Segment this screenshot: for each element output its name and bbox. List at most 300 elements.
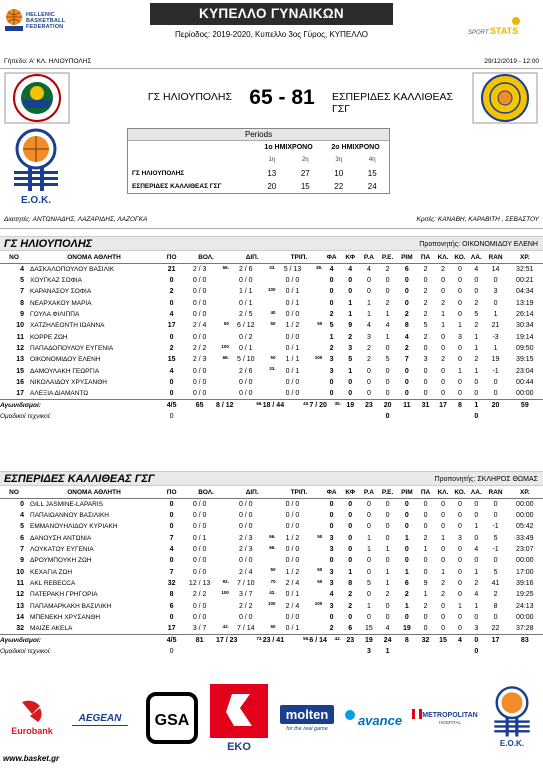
fg3-pct: 50 — [317, 567, 323, 573]
total-ft: 17 / 23 — [216, 634, 229, 646]
rebounds: 0 — [404, 512, 409, 520]
empty-cell — [434, 411, 452, 422]
free-throws: 0 / 0 — [192, 512, 207, 520]
two-pointers: 2 / 2 — [238, 602, 253, 610]
three-pointers: 0 / 0 — [285, 523, 300, 531]
sponsors-strip — [0, 683, 543, 753]
column-header: ΧΡ. — [507, 487, 543, 499]
free-throws: 2 / 3 — [192, 356, 207, 364]
fg2-pct — [263, 331, 276, 342]
column-header: ΚΦ — [341, 487, 360, 499]
assists: 2 — [423, 266, 428, 273]
player-name: ΑΛΕΞΙΑ ΔΙΑΜΑΝΤΩ — [30, 389, 89, 397]
player-number: 6 — [20, 534, 25, 542]
fouls-committed: 0 — [329, 378, 334, 386]
player-name: ΝΙΚΟΛΑΙΔΟΥ ΧΡΥΣΑΝΘΗ — [30, 378, 107, 386]
points: 17 — [167, 322, 176, 330]
table-row — [0, 510, 543, 521]
points: 32 — [167, 579, 176, 587]
fg2-pct — [263, 510, 276, 521]
fed-text-1: HELLENIC — [26, 12, 56, 18]
steals: 1 — [441, 322, 445, 330]
player-number: 32 — [16, 624, 25, 632]
quarter-score: 27 — [300, 169, 310, 178]
team-fouls: 4/5 — [160, 399, 183, 411]
blocks: 0 — [458, 378, 462, 386]
fg2-pct: 100 — [268, 601, 276, 607]
total-ko: 1 — [468, 399, 484, 411]
fouls-committed: 3 — [329, 356, 334, 364]
free-throws: 0 / 0 — [192, 333, 207, 341]
rebounds: 0 — [404, 546, 409, 554]
player-number: 14 — [16, 613, 25, 621]
points: 0 — [169, 378, 174, 386]
off-rebounds: 0 — [385, 367, 390, 375]
empty-cell — [341, 411, 360, 422]
team-technicals-row — [0, 411, 543, 422]
three-pointers: 0 / 0 — [285, 311, 300, 319]
three-pointers: 0 / 0 — [285, 501, 300, 508]
sponsor-eurobank — [2, 683, 62, 753]
fouls-committed: 0 — [329, 512, 334, 520]
empty-cell — [341, 646, 360, 657]
three-pointers: 0 / 0 — [285, 546, 300, 554]
team-off-rebounds: 0 — [385, 413, 390, 421]
assists: 0 — [423, 378, 428, 386]
total-fg3p: 35. — [322, 399, 341, 411]
gsa-text: GSA — [154, 712, 190, 729]
fouls-committed: 0 — [329, 523, 334, 531]
two-pointers: 2 / 3 — [238, 534, 253, 542]
ranking: -1 — [492, 523, 499, 531]
away-team-name-line1: ΕΣΠΕΡΙΔΕΣ ΚΑΛΛΙΘΕΑΣ — [332, 91, 454, 103]
total-rim: 32 — [417, 634, 435, 646]
ranking: 1 — [493, 311, 498, 319]
team-turnovers: 0 — [474, 413, 479, 421]
player-name: ΝΕΑΡΧΑΚΟΥ ΜΑΡΙΑ — [30, 299, 92, 307]
assists: 0 — [423, 501, 428, 508]
off-rebounds: 4 — [385, 624, 390, 632]
quarter-label: 2η — [301, 157, 309, 163]
table-row — [0, 343, 543, 354]
fouls-committed: 0 — [329, 277, 334, 285]
fouls-drawn: 1 — [348, 568, 353, 576]
three-pointers: 0 / 1 — [285, 367, 300, 375]
player-number: 13 — [16, 356, 25, 364]
player-name: ΠΑΠΑΙΩΑΝΝΟΥ ΒΑΣΙΛΙΚΗ — [30, 512, 110, 520]
ft-pct — [216, 331, 229, 342]
ft-pct: 42. — [222, 623, 229, 629]
hbf-logo — [4, 4, 64, 50]
ft-pct — [216, 544, 229, 555]
free-throws: 0 / 0 — [192, 501, 207, 508]
team-technical-fouls: 0 — [169, 648, 174, 656]
off-rebounds: 2 — [385, 591, 390, 599]
off-rebounds: 0 — [385, 523, 390, 531]
def-rebounds: 0 — [366, 591, 371, 599]
player-number: 7 — [20, 546, 25, 554]
sponsor-eko — [208, 683, 270, 753]
off-rebounds: 0 — [385, 389, 390, 397]
total-fg3p: 42. — [322, 634, 341, 646]
off-rebounds: 2 — [385, 299, 390, 307]
fouls-committed: 0 — [329, 389, 334, 397]
three-pointers: 0 / 1 — [285, 344, 300, 352]
turnovers: 4 — [474, 546, 479, 554]
fg3-pct — [309, 521, 322, 532]
rebounds: 1 — [404, 602, 409, 610]
empty-cell — [484, 411, 506, 422]
rebounds: 0 — [404, 277, 409, 285]
column-header: ΟΝΟΜΑ ΑΘΛΗΤΗ — [28, 487, 160, 499]
minutes: 05:42 — [516, 523, 534, 531]
empty-cell — [397, 411, 417, 422]
def-rebounds: 0 — [366, 501, 371, 508]
free-throws: 0 / 0 — [192, 299, 207, 307]
ft-pct: 66. — [222, 355, 229, 361]
empty-cell — [276, 646, 310, 657]
table-row — [0, 320, 543, 331]
free-throws: 0 / 0 — [192, 557, 207, 565]
table-row — [0, 264, 543, 276]
total-la: 17 — [484, 634, 506, 646]
player-number: 4 — [20, 512, 25, 520]
points: 0 — [169, 557, 174, 565]
three-pointers: 0 / 0 — [285, 557, 300, 565]
player-number: 7 — [20, 288, 25, 296]
periods-row-away — [128, 180, 389, 193]
minutes: 00:00 — [516, 501, 534, 508]
rebounds: 1 — [404, 534, 409, 542]
minutes: 19:14 — [516, 333, 534, 341]
player-name: AKL REBECCA — [30, 579, 76, 587]
fg3-pct — [309, 623, 322, 635]
column-header: Ρ.Ε. — [378, 252, 397, 264]
fg2-pct — [263, 275, 276, 286]
def-rebounds: 2 — [366, 356, 371, 364]
fouls-drawn: 8 — [348, 579, 353, 587]
fg3-pct — [309, 544, 322, 555]
empty-cell — [229, 646, 263, 657]
def-rebounds: 0 — [366, 389, 371, 397]
turnovers: 4 — [474, 591, 479, 599]
team-fouls: 4/5 — [160, 634, 183, 646]
fouls-drawn: 0 — [348, 277, 353, 285]
blocks: 0 — [458, 344, 462, 352]
fg3-pct — [309, 555, 322, 566]
rebounds: 0 — [404, 367, 409, 375]
two-pointers: 0 / 0 — [238, 501, 253, 508]
minutes: 23:07 — [516, 546, 534, 554]
sponsor-molten — [274, 683, 340, 753]
table-row — [0, 612, 543, 623]
turnovers: 2 — [474, 299, 479, 307]
player-name: MAIZE AKELA — [30, 624, 73, 632]
off-rebounds: 2 — [385, 266, 390, 273]
table-row — [0, 365, 543, 376]
minutes: 37:28 — [516, 624, 534, 632]
fouls-drawn: 3 — [348, 344, 353, 352]
three-pointers: 0 / 0 — [285, 389, 300, 397]
quarter-score: 22 — [334, 182, 344, 191]
column-header: RAN — [484, 487, 506, 499]
player-number: 11 — [16, 333, 25, 341]
sponsor-eok — [484, 683, 540, 753]
fg3-pct — [309, 589, 322, 600]
fouls-drawn: 1 — [348, 367, 353, 375]
column-header: ΧΡ. — [507, 252, 543, 264]
column-header: Ρ.Α — [360, 487, 379, 499]
ranking: 3 — [493, 288, 498, 296]
turnovers: 2 — [474, 579, 479, 587]
steals: 0 — [441, 523, 445, 531]
season-line: Περίοδος: 2019-2020, Κυπελλο 3ος Γύρος, ΚΥΠΕΛΛΟ — [175, 30, 368, 39]
fg3-pct — [309, 343, 322, 354]
rebounds: 0 — [404, 299, 409, 307]
team-def-rebounds: 3 — [366, 648, 371, 656]
fg3-pct: 50 — [317, 321, 323, 327]
def-rebounds: 0 — [366, 523, 371, 531]
eurobank-text: Eurobank — [11, 726, 53, 736]
off-rebounds: 0 — [385, 501, 390, 508]
player-name: ΔΑΣΚΑΛΟΠΟΥΛΟΥ ΒΑΣΙΛΙΚ — [30, 266, 115, 273]
three-pointers: 0 / 1 — [285, 624, 300, 632]
fg2-pct: 33. — [269, 265, 276, 270]
blocks: 0 — [458, 624, 462, 632]
totals-label: Αγωνιδισμοί: — [0, 634, 160, 646]
ranking: -1 — [492, 546, 499, 554]
coach-name: Προπονητής: ΟΙΚΟΝΟΜΙΔΟΥ ΕΛΕΝΗ — [419, 241, 538, 248]
steals: 1 — [441, 568, 445, 576]
minutes: 17:00 — [516, 568, 534, 576]
free-throws: 2 / 3 — [192, 266, 207, 273]
two-pointers: 3 / 7 — [238, 591, 253, 599]
blocks: 0 — [458, 546, 462, 554]
ft-pct — [216, 309, 229, 320]
fg3-pct — [309, 377, 322, 388]
table-row — [0, 298, 543, 309]
assists: 2 — [423, 333, 428, 341]
assists: 1 — [423, 546, 428, 554]
eok-text: Ε.Ο.Κ. — [20, 195, 52, 206]
fouls-drawn: 6 — [348, 624, 353, 632]
fg3-pct — [309, 309, 322, 320]
rebounds: 19 — [402, 624, 411, 632]
total-kl: 8 — [452, 399, 468, 411]
player-name: ΚΑΡΑΝΑΣΟΥ ΣΟΦΙΑ — [30, 288, 92, 296]
two-pointers: 0 / 1 — [238, 344, 253, 352]
fg2-pct: 50 — [270, 355, 276, 361]
blocks: 0 — [458, 512, 462, 520]
ranking: 21 — [491, 322, 500, 330]
home-team-logo — [4, 72, 70, 124]
column-header: ΠΟ — [160, 252, 183, 264]
player-name: ΟΙΚΟΝΟΜΙΔΟΥ ΕΛΕΝΗ — [30, 356, 101, 364]
ranking: 0 — [493, 389, 498, 397]
blocks: 3 — [458, 534, 462, 542]
assists: 1 — [423, 591, 428, 599]
minutes: 13:19 — [516, 299, 534, 307]
fg2-pct: 50 — [270, 623, 276, 629]
turnovers: 0 — [474, 378, 479, 386]
team-bar-away — [0, 471, 543, 486]
team-technicals-label: Ομαδικοί τεχνικοί: — [0, 648, 51, 656]
def-rebounds: 4 — [366, 266, 371, 273]
website-link[interactable]: www.basket.gr — [3, 754, 60, 763]
column-header: ΤΡΙΠ. — [276, 252, 323, 264]
two-pointers: 2 / 4 — [238, 568, 253, 576]
minutes: 09:50 — [516, 344, 534, 352]
ranking: 22 — [491, 624, 500, 632]
player-number: 5 — [20, 277, 25, 285]
fouls-committed: 3 — [329, 568, 334, 576]
team-bar-home — [0, 236, 543, 251]
free-throws: 2 / 4 — [192, 322, 207, 330]
three-pointers: 0 / 0 — [285, 333, 300, 341]
table-row — [0, 521, 543, 532]
empty-cell — [507, 646, 543, 657]
minutes: 30:34 — [516, 322, 534, 330]
column-header: ΡΙΜ — [397, 252, 417, 264]
molten-tagline: for the real game — [286, 725, 328, 732]
free-throws: 3 / 7 — [192, 624, 207, 632]
ranking: -3 — [492, 333, 499, 341]
table-row — [0, 600, 543, 611]
ranking: 1 — [493, 344, 498, 352]
rebounds: 0 — [404, 389, 409, 397]
quarter-label: 4η — [368, 157, 376, 163]
aegean-text: AEGEAN — [78, 713, 122, 724]
two-pointers: 0 / 0 — [238, 512, 253, 520]
total-ran: 83 — [507, 634, 543, 646]
fg3-pct — [309, 365, 322, 376]
column-header: ΠΟ — [160, 487, 183, 499]
off-rebounds: 4 — [385, 322, 390, 330]
def-rebounds: 1 — [366, 299, 371, 307]
free-throws: 0 / 0 — [192, 367, 207, 375]
player-name: ΠΑΠΑΔΟΠΟΥΛΟΥ ΕΥΓΕΝΙΑ — [30, 344, 114, 352]
blocks: 0 — [458, 591, 462, 599]
fg2-pct: 66. — [269, 544, 276, 550]
fouls-drawn: 0 — [348, 378, 353, 386]
off-rebounds: 0 — [385, 534, 390, 542]
two-pointers: 2 / 3 — [238, 546, 253, 554]
three-pointers: 2 / 4 — [285, 579, 300, 587]
turnovers: 0 — [474, 534, 479, 542]
def-rebounds: 1 — [366, 311, 371, 319]
column-header: ΛΑ. — [468, 487, 484, 499]
column-header: ΟΝΟΜΑ ΑΘΛΗΤΗ — [28, 252, 160, 264]
steals: 2 — [441, 579, 445, 587]
two-pointers: 0 / 2 — [238, 333, 253, 341]
free-throws: 0 / 0 — [192, 288, 207, 296]
player-name: ΚΟΡΡΕ ΖΩΗ — [30, 333, 68, 341]
column-header: Ρ.Ε. — [378, 487, 397, 499]
player-name: ΠΑΤΕΡΑΚΗ ΓΡΗΓΟΡΙΑ — [30, 591, 98, 599]
free-throws: 0 / 0 — [192, 602, 207, 610]
total-la: 20 — [484, 399, 506, 411]
free-throws: 0 / 0 — [192, 523, 207, 531]
fg2-pct: 50 — [270, 321, 276, 327]
ft-pct — [216, 555, 229, 566]
three-pointers: 1 / 2 — [285, 568, 300, 576]
turnovers: 4 — [474, 266, 479, 273]
ft-pct — [216, 600, 229, 611]
off-rebounds: 1 — [385, 333, 390, 341]
fouls-drawn: 0 — [348, 389, 353, 397]
two-pointers: 0 / 0 — [238, 523, 253, 531]
table-row — [0, 309, 543, 320]
quarter-label: 3η — [335, 157, 343, 163]
assists: 5 — [423, 322, 428, 330]
assists: 0 — [423, 389, 428, 397]
steals: 0 — [441, 546, 445, 554]
column-header: ΔΙΠ. — [229, 252, 276, 264]
ranking: 0 — [493, 613, 498, 621]
fg2-pct: 42. — [269, 590, 276, 596]
player-number: 17 — [16, 389, 25, 397]
rebounds: 8 — [404, 322, 409, 330]
def-rebounds: 0 — [366, 512, 371, 520]
fouls-drawn: 1 — [348, 299, 353, 307]
ft-pct: 66. — [222, 265, 229, 270]
player-number: 9 — [20, 311, 25, 319]
turnovers: 3 — [474, 624, 479, 632]
empty-cell — [322, 411, 341, 422]
fg2-pct — [263, 377, 276, 388]
blocks: 1 — [458, 322, 462, 330]
total-ra: 20 — [378, 399, 397, 411]
minutes: 00:00 — [516, 389, 534, 397]
free-throws: 0 / 1 — [192, 534, 207, 542]
free-throws: 0 / 0 — [192, 613, 207, 621]
points: 0 — [169, 333, 174, 341]
empty-cell — [434, 646, 452, 657]
blocks: 0 — [458, 288, 462, 296]
rebounds: 2 — [404, 311, 409, 319]
def-rebounds: 0 — [366, 277, 371, 285]
def-rebounds: 0 — [366, 378, 371, 386]
player-number: 10 — [16, 322, 25, 330]
off-rebounds: 1 — [385, 579, 390, 587]
match-datetime: 29/12/2019 - 12:00 — [484, 58, 539, 65]
assists: 0 — [423, 344, 428, 352]
assists: 2 — [423, 534, 428, 542]
ranking: 19 — [491, 356, 500, 364]
fg3-pct — [309, 298, 322, 309]
column-header: ΤΡΙΠ. — [276, 487, 323, 499]
column-header: ΠΑ — [417, 487, 435, 499]
fg3-pct — [309, 331, 322, 342]
blocks: 0 — [458, 266, 462, 273]
final-score: 65 - 81 — [249, 86, 315, 109]
turnovers: 0 — [474, 557, 479, 565]
report-header — [0, 0, 543, 57]
player-name: ΧΟΥΓΚΑΖ ΣΟΦΙΑ — [30, 277, 82, 285]
two-pointers: 0 / 0 — [238, 277, 253, 285]
fg2-pct: 50 — [270, 567, 276, 573]
turnovers: 1 — [474, 602, 479, 610]
off-rebounds: 1 — [385, 568, 390, 576]
total-ftp: 66. — [229, 399, 263, 411]
ft-pct — [216, 533, 229, 544]
minutes: 00:21 — [516, 277, 534, 285]
quarter-score: 24 — [367, 182, 377, 191]
assists: 0 — [423, 512, 428, 520]
column-header: ΚΟ. — [452, 487, 468, 499]
fg3-pct: 100 — [314, 355, 323, 361]
player-number: 8 — [20, 299, 25, 307]
